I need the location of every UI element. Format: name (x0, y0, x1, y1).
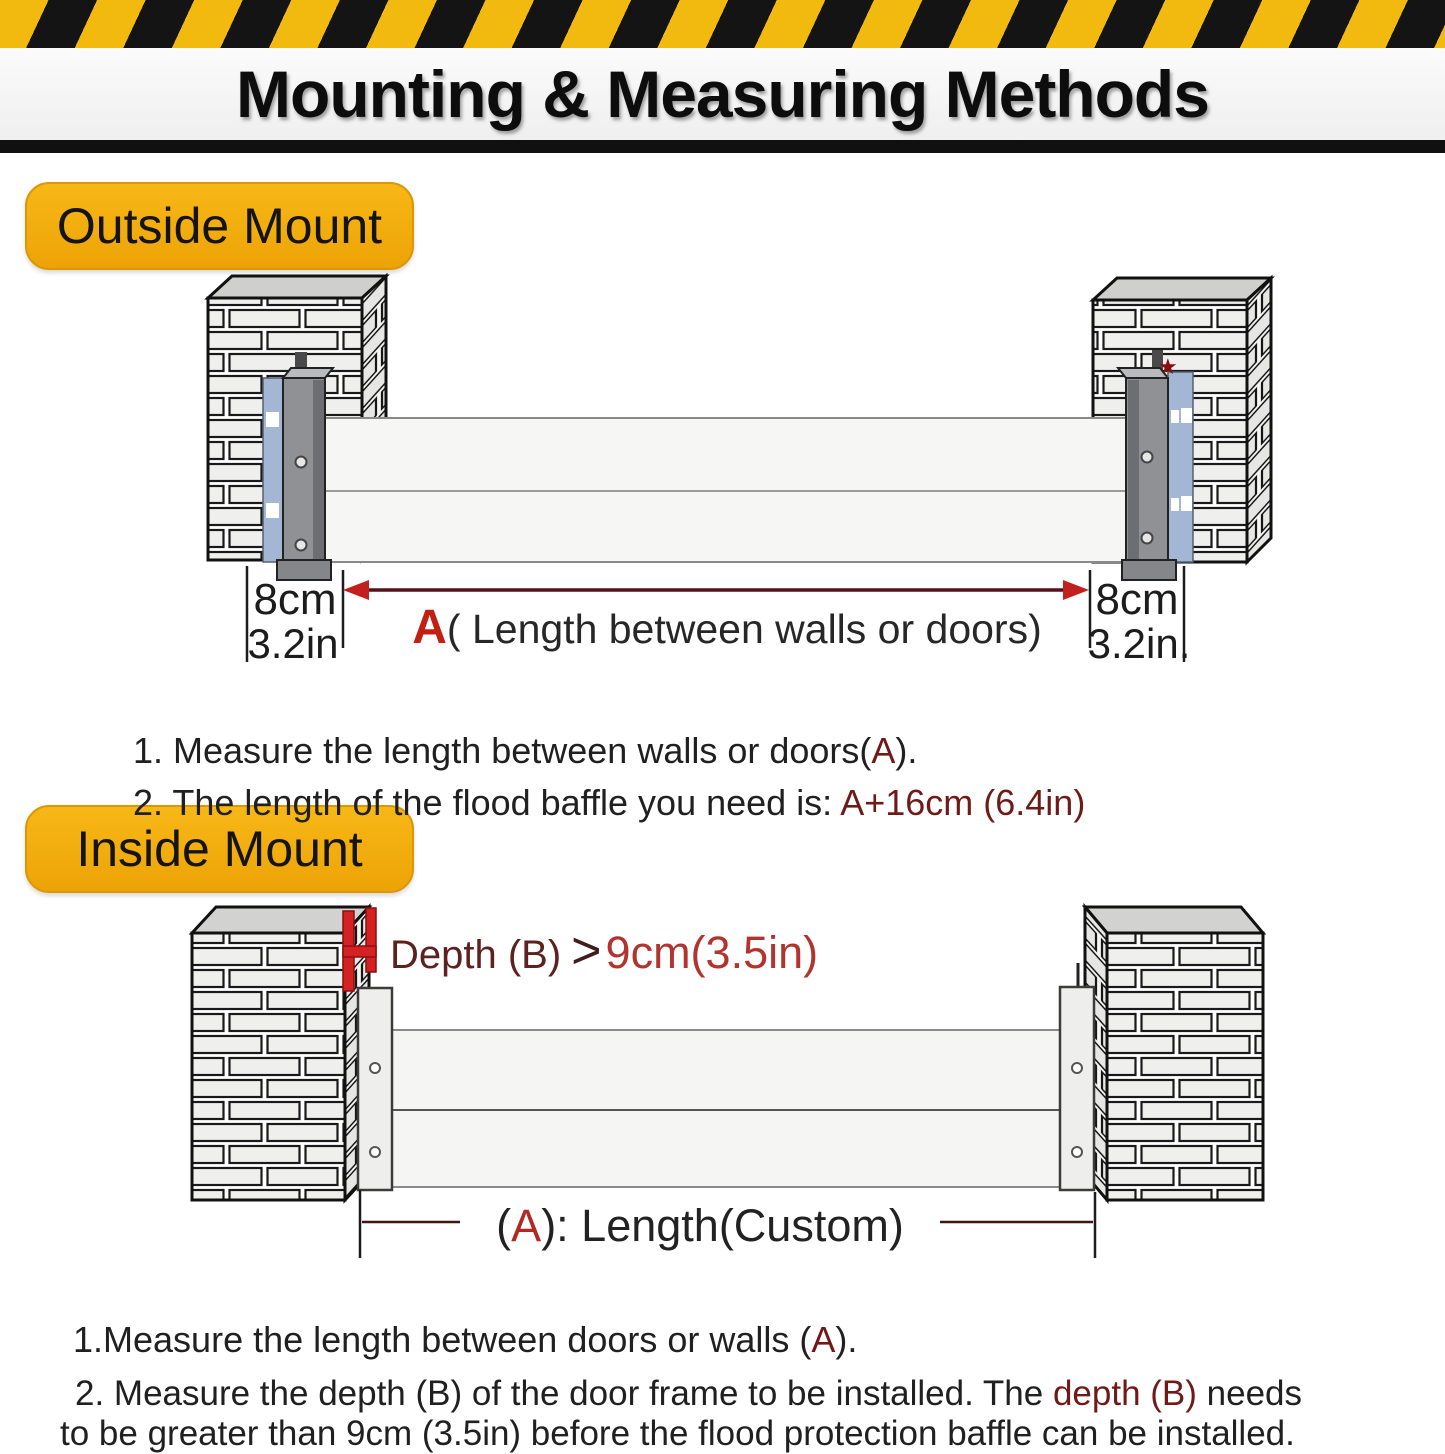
highlight-A: A (811, 1319, 836, 1360)
outside-mount-diagram (0, 270, 1445, 670)
screw-hole (296, 540, 307, 551)
dim-left-in: 3.2in (247, 620, 339, 667)
seal-strip-left (263, 378, 283, 562)
inside-mount-label: Inside Mount (76, 821, 363, 877)
outside-step-2: 2. The length of the flood baffle you need is: A+16cm (6.4in) (133, 782, 1086, 823)
title-band (0, 48, 1445, 140)
page-title: Mounting & Measuring Methods (236, 57, 1209, 131)
inside-mount-diagram (0, 895, 1445, 1270)
mounting-bracket-left (358, 988, 392, 1190)
brick-pillar-right (1085, 907, 1263, 1200)
mounting-channel-left (263, 352, 333, 580)
screw-hole (1142, 533, 1153, 544)
screw-hole (1072, 1147, 1082, 1157)
screw-hole (370, 1147, 380, 1157)
flood-barrier-panel (392, 1030, 1060, 1187)
depth-label: Depth (B) >9cm(3.5in) (390, 922, 819, 980)
inside-step-1: 1.Measure the length between doors or walls (A). (73, 1319, 858, 1360)
flood-barrier-panel (325, 418, 1127, 562)
hazard-stripe-band (0, 0, 1445, 48)
screw-hole (1142, 452, 1153, 463)
dimension-arrow-A (343, 580, 1089, 600)
screw-hole (296, 457, 307, 468)
highlight-A16: A+16cm (6.4in) (840, 782, 1086, 823)
highlight-depth-B: depth (B) (1052, 1374, 1197, 1413)
screw-hole (370, 1063, 380, 1073)
screw-hole (1072, 1063, 1082, 1073)
dim-right-cm: 8cm (1095, 575, 1179, 624)
seal-strip-right (1168, 372, 1193, 562)
span-length-label: A( Length between walls or doors) (412, 601, 1042, 654)
mounting-bracket-right (1060, 963, 1094, 1190)
red-star-marker: ★ (1158, 354, 1178, 379)
dim-right-in: 3.2in. (1087, 620, 1191, 667)
length-label: (A): Length(Custom) (496, 1200, 904, 1251)
header-divider-bar (0, 140, 1445, 153)
outside-step-1: 1. Measure the length between walls or doors(A). (133, 730, 918, 771)
highlight-A: A (871, 730, 896, 771)
inside-step-2-line-1: 2. Measure the depth (B) of the door frame to be installed. The depth (B) needs (75, 1374, 1303, 1413)
mounting-channel-right (1118, 350, 1193, 580)
outside-mount-badge (25, 182, 414, 270)
outside-mount-label: Outside Mount (56, 198, 383, 254)
dim-left-cm: 8cm (253, 575, 337, 624)
inside-step-2-line-2: to be greater than 9cm (3.5in) before the flood protection baffle can be installed. (60, 1414, 1295, 1453)
